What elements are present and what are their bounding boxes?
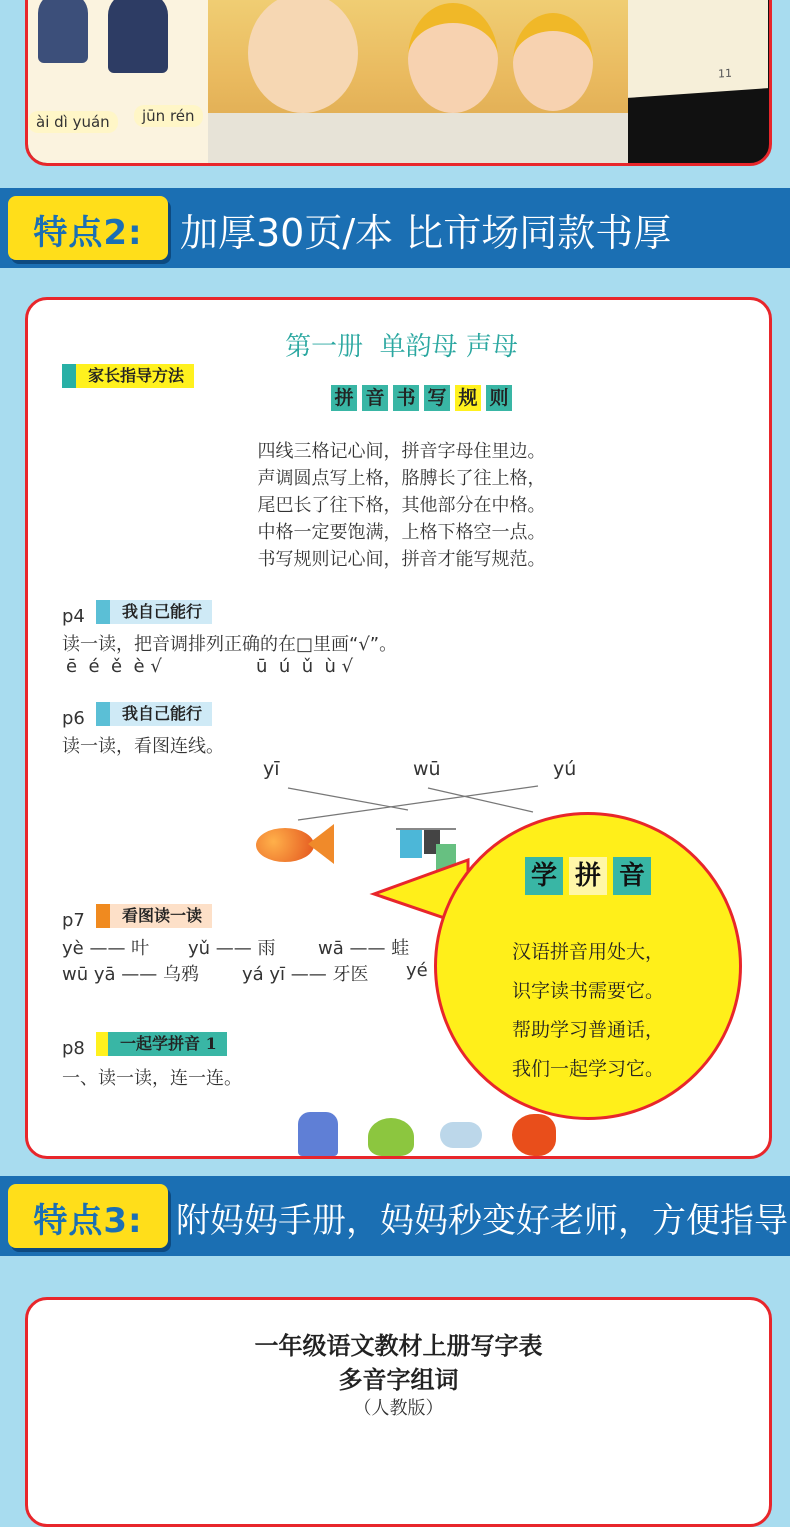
pinyin-tag-right: jūn rén [134,105,203,127]
guard-illustration [108,0,168,73]
p4-tones-e: ē é ě è √ [66,656,162,677]
poem-line: 书写规则记心间，拼音才能写规范。 [257,549,546,570]
poem-line: 四线三格记心间，拼音字母住里边。 [257,441,546,462]
rule-char: 规 [455,385,481,411]
rule-char: 写 [424,385,450,411]
bubble-title-char: 拼 [569,857,607,895]
table-illustration [208,113,628,166]
bubble-text [437,933,739,1089]
p6-page-number: p6 [62,708,85,729]
poem-line: 中格一定要饱满，上格下格空一点。 [257,522,546,543]
feature3-banner [0,1176,790,1256]
bubble [434,812,742,1120]
handbook-title-line1: 一年级语文教材上册写字表 [254,1331,543,1360]
p7-word: yè —— 叶 [62,938,150,959]
p4-instruction: 读一读，把音调排列正确的在□里画“√”。 [62,634,398,655]
poem-line: 声调圆点写上格，胳膊长了往上格， [257,468,546,489]
rule-char: 拼 [331,385,357,411]
boy-figure [408,3,498,113]
bubble-title [525,857,655,895]
bubble-line: 我们一起学习它。 [511,1058,664,1080]
p7-word: yá yī —— 牙医 [242,964,369,985]
pinyin-yu: yú [553,758,577,780]
bubble-title-char: 音 [613,857,651,895]
book-right-page [628,0,768,98]
pinyin-wu: wū [413,758,441,780]
page-title: 第一册 单韵母 声母 [285,332,518,362]
p8-page-number: p8 [62,1038,85,1059]
parent-guide-label: 家长指导方法 [88,366,185,385]
p6-instruction: 读一读，看图连线。 [62,736,224,757]
p6-tag-label: 我自己能行 [122,704,203,723]
bubble-line: 汉语拼音用处大， [511,941,664,963]
p7-word: yǔ —— 雨 [188,938,276,959]
poem-line: 尾巴长了往下格，其他部分在中格。 [257,495,546,516]
girl-figure [513,13,593,111]
p7-word: yé [406,960,428,981]
pinyin-yi: yī [263,758,280,780]
feature2-badge [8,196,168,260]
feature2-badge-label: 特点2: [33,213,143,253]
page-sample-card [25,297,772,1159]
rule-char: 书 [393,385,419,411]
page-number: 11 [718,66,732,81]
family-illustration [208,0,628,166]
p4-tag-label: 我自己能行 [122,602,203,621]
feature3-text: 附妈妈手册，妈妈秒变好老师，方便指导 [176,1201,788,1241]
feature3-badge [8,1184,168,1248]
bubble-title-char: 学 [525,857,563,895]
top-photo-card [25,0,772,166]
book-left-page [28,0,228,166]
p7-page-number: p7 [62,910,85,931]
grandma-figure [248,0,358,113]
p7-tag-label: 看图读一读 [122,906,203,925]
handbook-subtitle: （人教版） [353,1398,444,1419]
p8-instruction: 一、读一读，连一连。 [62,1068,242,1089]
feature2-banner [0,188,790,268]
bubble-line: 识字读书需要它。 [511,980,664,1002]
pinyin-tag-left: ài dì yuán [28,111,118,133]
p4-page-number: p4 [62,606,85,627]
police-illustration [38,0,88,63]
feature3-badge-label: 特点3: [33,1201,143,1241]
feature2-text: 加厚30页/本 比市场同款书厚 [180,211,672,255]
rule-char: 音 [362,385,388,411]
p7-word: wā —— 蛙 [318,938,410,959]
handbook-title-line2: 多音字组词 [338,1365,459,1394]
p4-tones-u: ū ú ǔ ù √ [256,656,354,677]
bubble-line: 帮助学习普通话， [511,1019,664,1041]
rule-char: 则 [486,385,512,411]
p7-word: wū yā —— 乌鸦 [62,964,199,985]
p8-tag-label: 一起学拼音 1 [120,1034,217,1053]
